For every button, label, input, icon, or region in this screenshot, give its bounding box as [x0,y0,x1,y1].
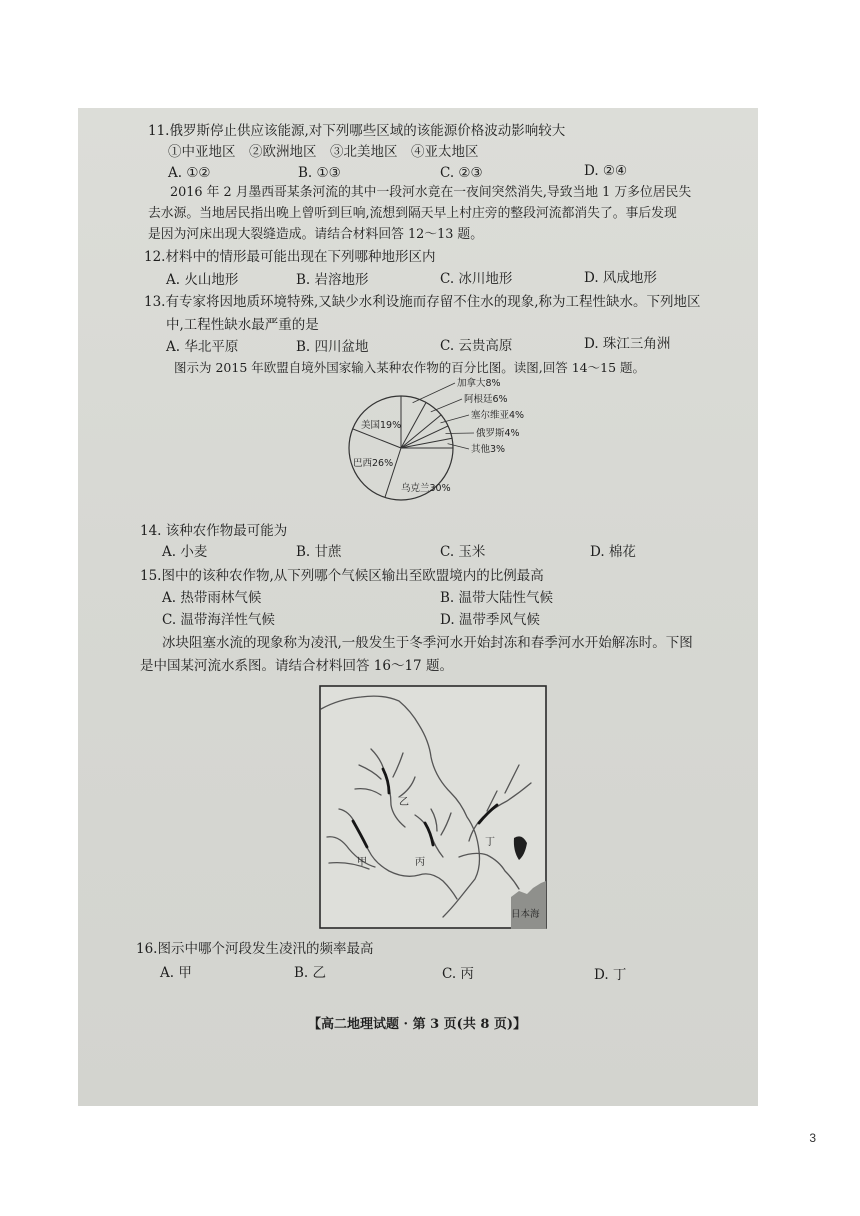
q14-option-a: A. 小麦 [162,544,208,560]
q16-option-b: B. 乙 [294,965,327,981]
pie-slice-8 [353,429,401,448]
crop-import-pie-chart [333,376,553,516]
q13-option-a: A. 华北平原 [166,339,239,355]
q16-stem: 16.图示中哪个河段发生凌汛的频率最高 [136,941,374,957]
pie-slice-4 [401,426,448,448]
q11-option-b: B. ①③ [298,165,341,181]
q16-option-a: A. 甲 [160,965,192,981]
label-bing: 丙 [415,857,425,868]
q11-option-c: C. ②③ [440,165,483,181]
passage1-line2: 去水源。当地居民指出晚上曾听到巨响,流想到隔天早上村庄旁的整段河流都消失了。事后发现 [148,206,677,221]
passage3-line1: 冰块阻塞水流的现象称为凌汛,一般发生于冬季河水开始封冻和春季河水开始解冻时。下图 [162,635,693,651]
q13-option-b: B. 四川盆地 [296,339,369,355]
q15-option-b: B. 温带大陆性气候 [440,590,554,606]
pie-label-7: 巴西26% [353,458,394,469]
pie-leader-2 [431,399,462,412]
pie-leader-1 [413,383,455,403]
label-jia: 甲 [357,857,367,868]
pie-slice-3 [401,415,441,448]
page-number: 3 [809,1131,816,1145]
q15-option-c: C. 温带海洋性气候 [162,612,275,628]
q15-stem: 15.图中的该种农作物,从下列哪个气候区输出至欧盟境内的比例最高 [140,568,544,584]
pie-label-5: 其他3% [471,444,506,455]
q14-stem: 14. 该种农作物最可能为 [140,523,288,539]
q11-stem: 11.俄罗斯停止供应该能源,对下列哪些区域的该能源价格波动影响较大 [148,123,566,139]
pie-leader-4 [446,433,475,434]
pie-label-3: 塞尔维亚4% [471,410,525,421]
q12-option-a: A. 火山地形 [166,272,239,288]
q16-option-c: C. 丙 [442,966,474,982]
river-system-map [319,685,547,929]
q14-option-d: D. 棉花 [590,544,636,560]
passage2: 图示为 2015 年欧盟自境外国家输入某种农作物的百分比图。读图,回答 14～15 题。 [174,360,645,375]
q12-stem: 12.材料中的情形最可能出现在下列哪种地形区内 [144,249,436,265]
pie-slice-5 [401,438,452,448]
q14-option-c: C. 玉米 [440,544,486,560]
pie-label-4: 俄罗斯4% [476,428,520,439]
q15-option-d: D. 温带季风气候 [440,612,540,628]
label-ding: 丁 [485,837,495,848]
label-sea: 日本海 [511,909,540,920]
q11-option-d: D. ②④ [584,163,628,179]
pie-slice-2 [401,402,426,448]
q14-option-b: B. 甘蔗 [296,544,342,560]
passage1-line1: 2016 年 2 月墨西哥某条河流的其中一段河水竟在一夜间突然消失,导致当地 1 万多位居民失 [170,185,692,200]
pie-label-1: 加拿大8% [457,378,501,389]
q12-option-b: B. 岩溶地形 [296,272,369,288]
q12-option-c: C. 冰川地形 [440,271,513,287]
pie-label-6: 乌克兰30% [401,483,451,494]
q13-stem-line1: 13.有专家将因地质环境特殊,又缺少水利设施而存留不住水的现象,称为工程性缺水。下列地区 [144,294,701,310]
passage3-line2: 是中国某河流水系图。请结合材料回答 16～17 题。 [140,658,453,674]
q13-option-d: D. 珠江三角洲 [584,336,671,352]
passage1-line3: 是因为河床出现大裂缝造成。请结合材料回答 12～13 题。 [148,227,484,242]
q15-option-a: A. 热带雨林气候 [162,590,262,606]
pie-slice-7 [385,448,401,498]
pie-label-2: 阿根廷6% [464,394,508,405]
scanned-exam-page [78,108,758,1106]
q11-items: ①中亚地区 ②欧洲地区 ③北美地区 ④亚太地区 [168,144,479,160]
q13-option-c: C. 云贵高原 [440,338,513,354]
q12-option-d: D. 风成地形 [584,270,657,286]
pie-label-8: 美国19% [361,420,402,431]
q13-stem-line2: 中,工程性缺水最严重的是 [166,317,319,333]
page-footer: 【高二地理试题 · 第 3 页(共 8 页)】 [308,1017,527,1032]
label-yi: 乙 [399,797,409,808]
q16-option-d: D. 丁 [594,967,627,983]
q11-option-a: A. ①② [168,165,211,181]
